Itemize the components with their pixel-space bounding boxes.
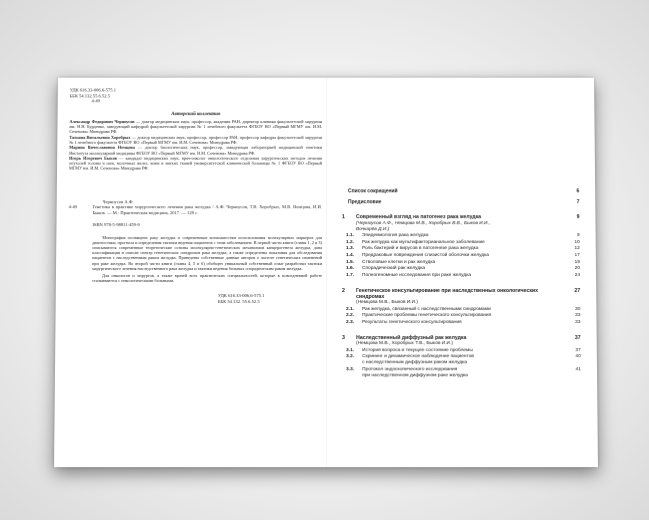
chapter-title: Генетическое консультирование при наследственных онкологических синдромах: [356, 287, 539, 300]
section-title: История вопроса и текущее состояние проблемы: [362, 347, 473, 353]
toc-page: 6: [576, 188, 580, 195]
udk-block: [70, 88, 322, 105]
section-page: 33: [575, 319, 581, 325]
catalog-card: [69, 199, 322, 216]
toc-chapter: [342, 335, 581, 379]
author-entry: [69, 145, 322, 155]
section-title-line: при наследственном диффузном раке желудка: [362, 373, 468, 379]
author-entry: [69, 156, 322, 172]
section-title: [362, 367, 567, 379]
author-name: Александр Федорович Черноусов: [69, 118, 135, 124]
section-page: 24: [574, 272, 581, 278]
section-page: 12: [574, 246, 580, 252]
toc-section: [342, 367, 581, 379]
chapter-heading: [342, 288, 580, 300]
toc-section: [342, 313, 580, 319]
annotation: [92, 235, 322, 284]
section-title: Результаты генетического консультирования: [362, 319, 462, 325]
isbn: ISBN 978-5-98811-459-0: [92, 221, 140, 227]
section-number: 2.1.: [346, 306, 355, 312]
left-page: [68, 88, 322, 305]
author-bio: — доктор медицинских наук, профессор, профессор РАН, профессор кафедры факультетской хирургии № 1 лечебного факультета ФГБОУ ВО «Первый МГМУ им. И.М. Сеченова» Минздрава РФ.: [69, 134, 323, 145]
toc-section: [342, 266, 580, 272]
section-number: 1.5.: [345, 259, 355, 265]
toc-section: [342, 307, 580, 313]
section-number: 2.2.: [346, 313, 355, 319]
section-number: 1.4.: [345, 253, 355, 259]
section-title: Практические проблемы генетического консультирования: [362, 313, 492, 319]
chapter-authors-line: (Немцова М.В., Хоробрых Т.В., Быков И.И.): [356, 341, 453, 347]
chapter-authors: [342, 300, 580, 306]
authors-heading: Авторский коллектив: [171, 111, 221, 117]
catalog-code: 4-49: [68, 204, 78, 210]
author-bio: — доктор медицинских наук, профессор, академик РАН, директор клиники факультетской хирургии им. Н.Н. Бурденко, заведующий кафедрой факультетской хирургии № 1 лечебного факультета ФГБОУ ВО «Первый МГМУ им. И.М. Сеченова» Минздрава РФ.: [69, 118, 323, 135]
udk-line: УДК 616.33-006.6-575.1: [217, 293, 265, 299]
chapter-title: Современный взгляд на патогенез рака желудка: [355, 214, 482, 221]
author-name: Марина Вячеславовна Немцова: [69, 145, 135, 150]
toc-section: [342, 348, 581, 354]
section-page: 40: [575, 354, 581, 360]
section-page: 30: [574, 306, 581, 312]
chapter-authors-line: (Немцова М.В., Быков И.И.): [356, 300, 418, 306]
chapter-authors: [342, 341, 581, 347]
section-page: 10: [574, 239, 580, 245]
section-number: 1.1.: [345, 233, 354, 239]
toc-section: [342, 260, 580, 266]
section-page: 19: [574, 259, 580, 265]
chapter-number: 2: [342, 287, 345, 294]
author-name: Татьяна Витальевна Хоробрых: [69, 134, 131, 140]
chapter-authors: [342, 221, 580, 233]
author-code: 4-49: [91, 98, 100, 104]
section-title: Стволовые клетки и рак желудка: [361, 259, 436, 265]
udk-bottom: [218, 293, 322, 304]
udk-line: УДК 616.33-006.6-575.1: [69, 87, 116, 93]
chapter-number: 3: [342, 335, 345, 342]
catalog-description: Генетика в практике хирургического лечения рака желудка / А.Ф. Черноусов, Т.В. Хоробрых, М.В. Немцова, И.И. Быков. — М.: Практическая медицина, 2017. — 128 с.: [92, 204, 323, 216]
toc-section: [342, 273, 580, 279]
author-bio: — кандидат медицинских наук, врач-онколог онкологического отделения хирургических методов лечения опухолей головы и шеи, молочных желез, кожи и мягких тканей университетской клинической больницы № 1 ФГБОУ ВО «Первый МГМУ им. И.М. Сеченова» Минздрава РФ.: [68, 155, 323, 171]
section-title: Рак желудка как мультифакторианальное заболевание: [361, 239, 485, 245]
chapter-authors-line: Вочкарёв Д.И.): [355, 226, 390, 232]
section-title-line: Протокол эндоскопического исследования: [362, 367, 458, 373]
catalog-author: Черноусов А.Ф.: [102, 199, 134, 205]
book-spread: [54, 78, 598, 467]
section-page: 41: [575, 367, 581, 373]
section-title-line: с наследственным диффузным раком желудка: [362, 360, 468, 366]
section-number: 1.6.: [345, 266, 355, 272]
section-page: 33: [575, 313, 581, 319]
author-name: Игорь Игоревич Быков: [69, 155, 117, 161]
chapter-title: Наследственный диффузный рак желудка: [356, 335, 467, 342]
toc-title: Список сокращений: [347, 188, 398, 195]
section-page: 37: [575, 347, 581, 353]
section-number: 1.3.: [345, 246, 354, 252]
toc-section: [342, 354, 581, 366]
section-number: 3.3.: [346, 367, 355, 373]
bbk-line: ББК 54.132. 55.6.52.5: [217, 298, 260, 304]
toc-chapter: [342, 288, 581, 326]
section-title: Спорадический рак желудка: [361, 266, 426, 272]
section-title-line: Скрининг и динамическое наблюдение пациентов: [362, 354, 474, 360]
section-page: 17: [574, 253, 580, 259]
toc-section: [342, 233, 580, 239]
toc-section: [342, 320, 580, 326]
annotation-paragraph: Для онкологов и хирургов, а также врачей всех практических специальностей, которые в повседневной работе сталкиваются с онкологическими больными.: [91, 272, 322, 284]
bbk-line: ББК 54.132.55.6.52.5: [69, 93, 110, 98]
annotation-paragraph: Монография посвящена раку желудка и современным возможностям использования молекулярных маркеров для диагностики, прогноза и определения тактики ведения пациентов с этим заболеванием. В первой части книги (главы 1, 2 и 3) описываются современные теоретические основы молекулярно-генетических механизмов канцерогенеза желудка, дана классификация и описан спектр генетических синдромов рака желудка, а также определены показания для обследования пациентов с наследственным раком желудка. Приведены собственные данные авторов о частоте генетических изменений при раке желудка. Во второй части книги (главы 4, 5 и 6) обобщен уникальный собственный опыт разработки тактики хирургического лечения наследственного рака желудка и тактики ведения больных спорадическим раком желудка.: [92, 234, 323, 271]
section-page: 9: [576, 233, 580, 239]
table-of-contents: [342, 188, 581, 379]
author-entry: [69, 119, 322, 135]
toc-front-entry: [342, 188, 579, 194]
author-bio: — доктор биологических наук, профессор, заведующая лабораторией медицинской генетики Института молекулярной медицины ФГБОУ ВО «Первый МГМУ им. И.М. Сеченова» Минздрава РФ.: [69, 145, 323, 156]
section-title: Роль бактерий и вирусов в патогенезе рака желудка: [361, 246, 479, 252]
chapter-page: 9: [576, 214, 580, 221]
toc-chapter: [342, 215, 580, 279]
chapter-number: 1: [341, 214, 345, 221]
section-number: 3.2.: [346, 354, 355, 360]
chapter-authors-line: (Черноусов А.Ф., Немцова М.В., Хоробрых В.В., Быков И.И.,: [355, 220, 491, 226]
chapter-page: 27: [574, 287, 581, 294]
section-number: 2.3.: [346, 319, 355, 325]
section-number: 1.7.: [346, 272, 355, 278]
toc-title: Предисловие: [347, 199, 382, 206]
section-number: 3.1.: [346, 347, 355, 353]
author-entry: [69, 135, 322, 145]
chapter-page: 37: [574, 335, 581, 342]
section-title: Полногеномные исследования при раке желудка: [362, 272, 472, 278]
toc-section: [342, 246, 580, 252]
section-page: 20: [574, 266, 581, 272]
section-title: Предраковые повреждения слизистой оболочки желудка: [361, 253, 489, 259]
section-title: Рак желудка, связанный с наследственными синдромами: [362, 306, 491, 312]
toc-page: 7: [576, 199, 580, 206]
book-spine: [326, 78, 327, 467]
toc-front-entry: [342, 199, 579, 205]
toc-section: [342, 240, 580, 246]
section-number: 1.2.: [345, 239, 354, 245]
toc-section: [342, 253, 580, 259]
section-title: Эпидемиология рака желудка: [361, 233, 429, 239]
section-title: [362, 354, 567, 366]
